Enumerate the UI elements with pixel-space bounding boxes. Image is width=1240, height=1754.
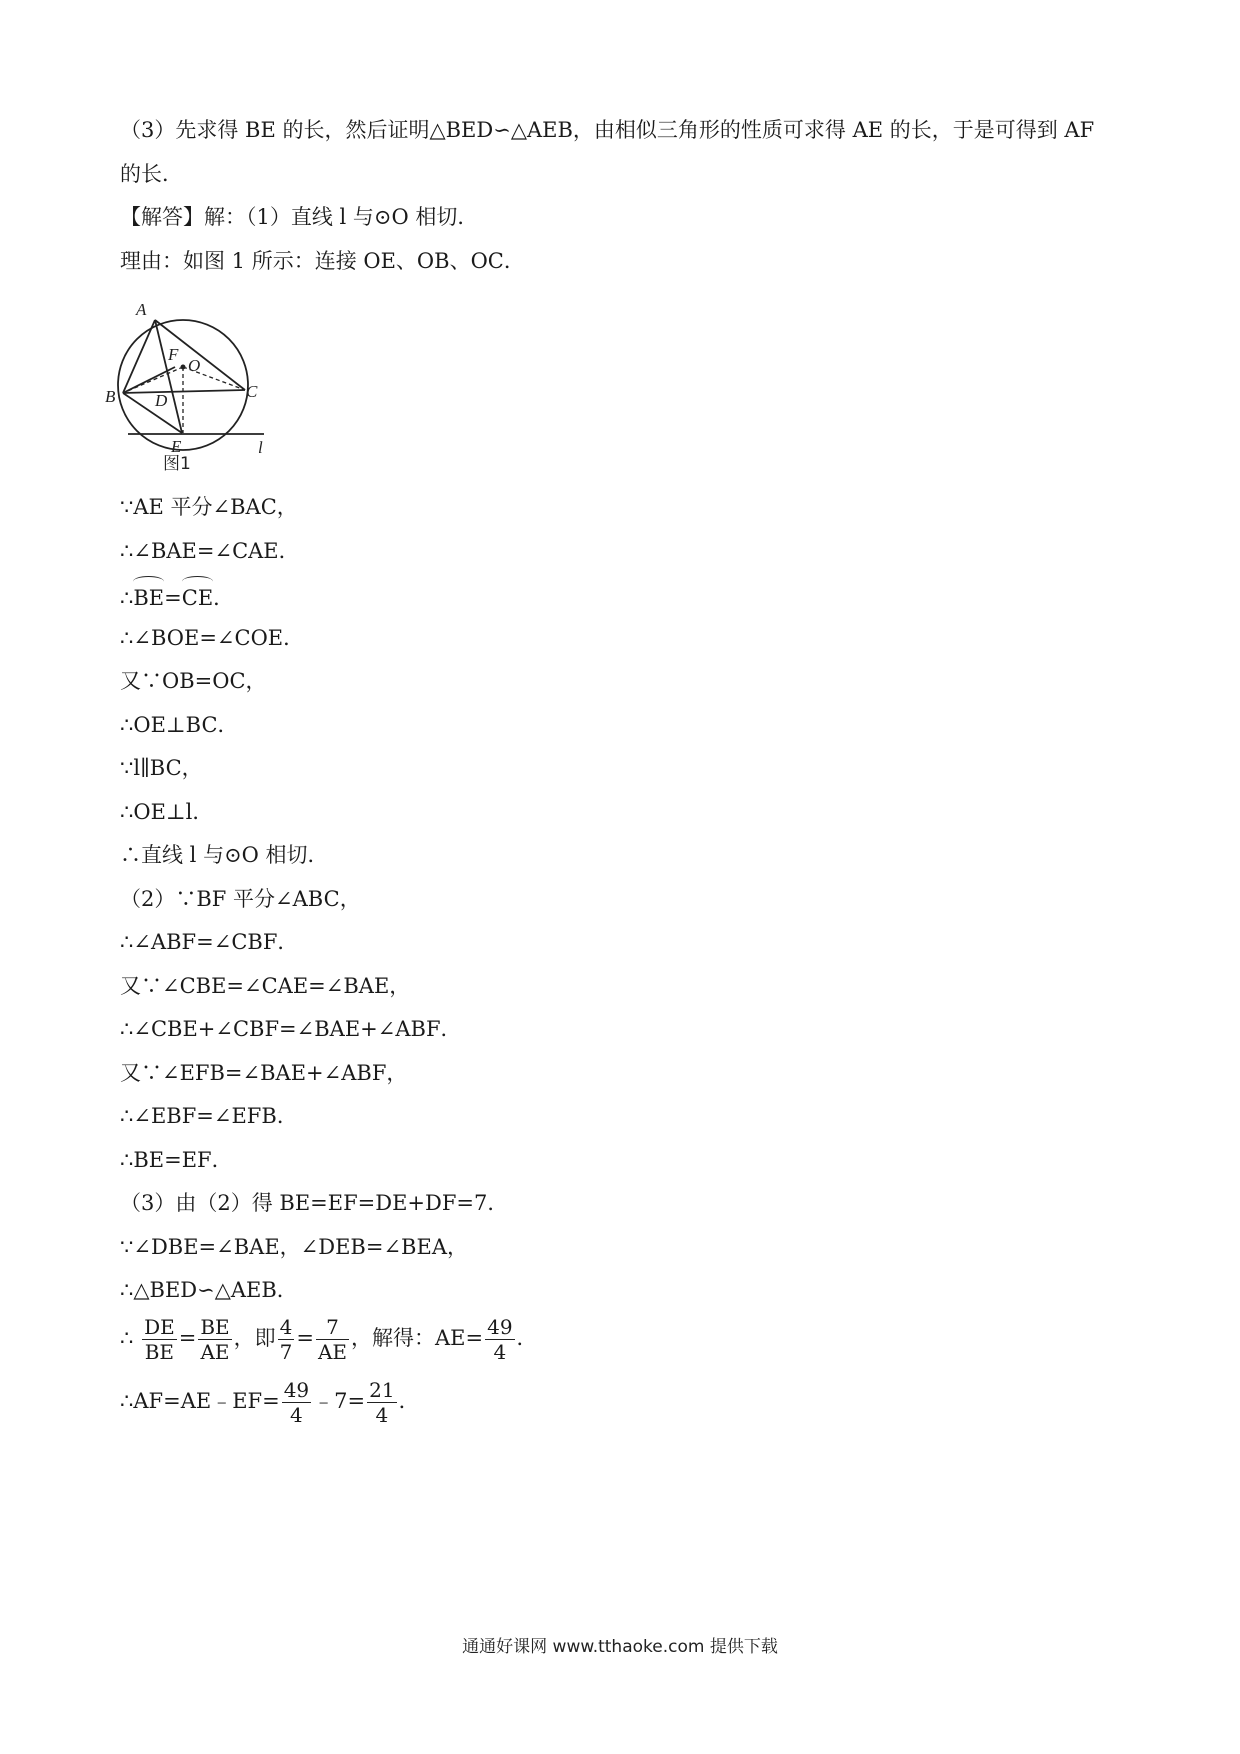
label-b: B	[105, 387, 116, 406]
label-f: F	[168, 345, 179, 364]
fraction-numerator: 21	[369, 1378, 395, 1402]
proof3-line-3: ∴△BED∽△AEB．	[120, 1278, 298, 1302]
period: ．	[398, 1389, 420, 1413]
segment-bc	[123, 390, 245, 393]
arc-be: BE	[133, 580, 164, 612]
fraction-numerator: 49	[283, 1378, 310, 1402]
af-text: ∴AF=AE﹣EF=	[120, 1389, 280, 1413]
fraction-49-4	[282, 1378, 311, 1427]
equals-sign: =	[164, 586, 182, 610]
proof1-arc-line	[120, 580, 234, 612]
proof1-line-5: 又∵OB=OC，	[120, 669, 267, 693]
fraction-denominator: AE	[200, 1340, 230, 1364]
proof2-line-1: （2）∵BF 平分∠ABC，	[120, 887, 361, 911]
center-point-o	[181, 365, 186, 370]
equals-sign: =	[178, 1326, 197, 1350]
proof1-line-6: ∴OE⊥BC．	[120, 713, 239, 737]
fraction-numerator: BE	[200, 1315, 230, 1339]
label-l: l	[258, 438, 263, 457]
fraction-denominator: 4	[493, 1340, 507, 1364]
fraction-49-4	[485, 1315, 514, 1364]
solve-text: ，解得：AE=	[351, 1326, 484, 1350]
fraction-denominator: 7	[279, 1340, 293, 1364]
ratio-line	[120, 1310, 538, 1366]
period: ．	[516, 1326, 538, 1350]
proof1-line-4: ∴∠BOE=∠COE．	[120, 626, 305, 650]
proof1-line-7: ∵l∥BC，	[120, 756, 203, 780]
figure-caption: 图1	[163, 454, 191, 474]
af-line	[120, 1373, 420, 1429]
fraction-denominator: AE	[317, 1340, 347, 1364]
fraction-numerator: 7	[316, 1315, 349, 1340]
analysis-line-1: （3）先求得 BE 的长，然后证明△BED∽△AEB，由相似三角形的性质可求得 AE 的长，于是可得到 AF	[120, 118, 1095, 142]
fraction-numerator: 49	[487, 1315, 513, 1339]
proof3-line-1: （3）由（2）得 BE=EF=DE+DF=7．	[120, 1191, 509, 1215]
proof2-line-4: ∴∠CBE+∠CBF=∠BAE+∠ABF．	[120, 1017, 462, 1041]
fraction-de-be	[142, 1315, 177, 1364]
minus-text: ﹣7=	[313, 1389, 366, 1413]
label-o: O	[188, 356, 201, 375]
fraction-denominator: 4	[375, 1403, 389, 1427]
equals-sign: =	[296, 1326, 314, 1350]
analysis-line-2: 的长．	[120, 162, 183, 186]
therefore-symbol: ∴	[120, 1326, 134, 1350]
proof2-line-7: ∴BE=EF．	[120, 1148, 233, 1172]
period: ．	[213, 586, 235, 610]
proof1-line-8: ∴OE⊥l．	[120, 800, 214, 824]
fraction-4-7	[278, 1315, 295, 1364]
answer-heading: 【解答】解：（1）直线 l 与⊙O 相切．	[120, 205, 479, 229]
arc-ce: CE	[182, 580, 213, 612]
connector-text: ，即	[233, 1326, 276, 1350]
label-d: D	[155, 391, 168, 410]
fraction-7-ae	[316, 1315, 349, 1364]
fraction-denominator: 4	[290, 1403, 303, 1427]
segment-ab	[123, 320, 155, 393]
proof1-line-1: ∵AE 平分∠BAC，	[120, 495, 298, 519]
therefore-symbol: ∴	[120, 586, 134, 610]
label-a: A	[136, 300, 147, 319]
proof2-line-5: 又∵∠EFB=∠BAE+∠ABF，	[120, 1061, 408, 1085]
proof2-line-6: ∴∠EBF=∠EFB．	[120, 1104, 298, 1128]
page-footer: 通通好课网 www.tthaoke.com 提供下载	[462, 1637, 778, 1657]
proof2-line-3: 又∵∠CBE=∠CAE=∠BAE，	[120, 974, 411, 998]
proof2-line-2: ∴∠ABF=∠CBF．	[120, 930, 299, 954]
proof3-line-2: ∵∠DBE=∠BAE，∠DEB=∠BEA，	[120, 1235, 468, 1259]
label-c: C	[246, 382, 258, 401]
label-e: E	[171, 437, 182, 456]
answer-reason: 理由：如图 1 所示：连接 OE、OB、OC．	[120, 249, 525, 273]
fraction-21-4	[367, 1378, 396, 1427]
geometry-figure	[105, 300, 278, 474]
fraction-numerator: DE	[144, 1315, 175, 1339]
proof1-line-9: ∴直线 l 与⊙O 相切．	[120, 843, 329, 867]
proof1-line-2: ∴∠BAE=∠CAE．	[120, 539, 300, 563]
fraction-denominator: BE	[144, 1340, 175, 1364]
fraction-be-ae	[198, 1315, 231, 1364]
fraction-numerator: 4	[279, 1315, 293, 1339]
